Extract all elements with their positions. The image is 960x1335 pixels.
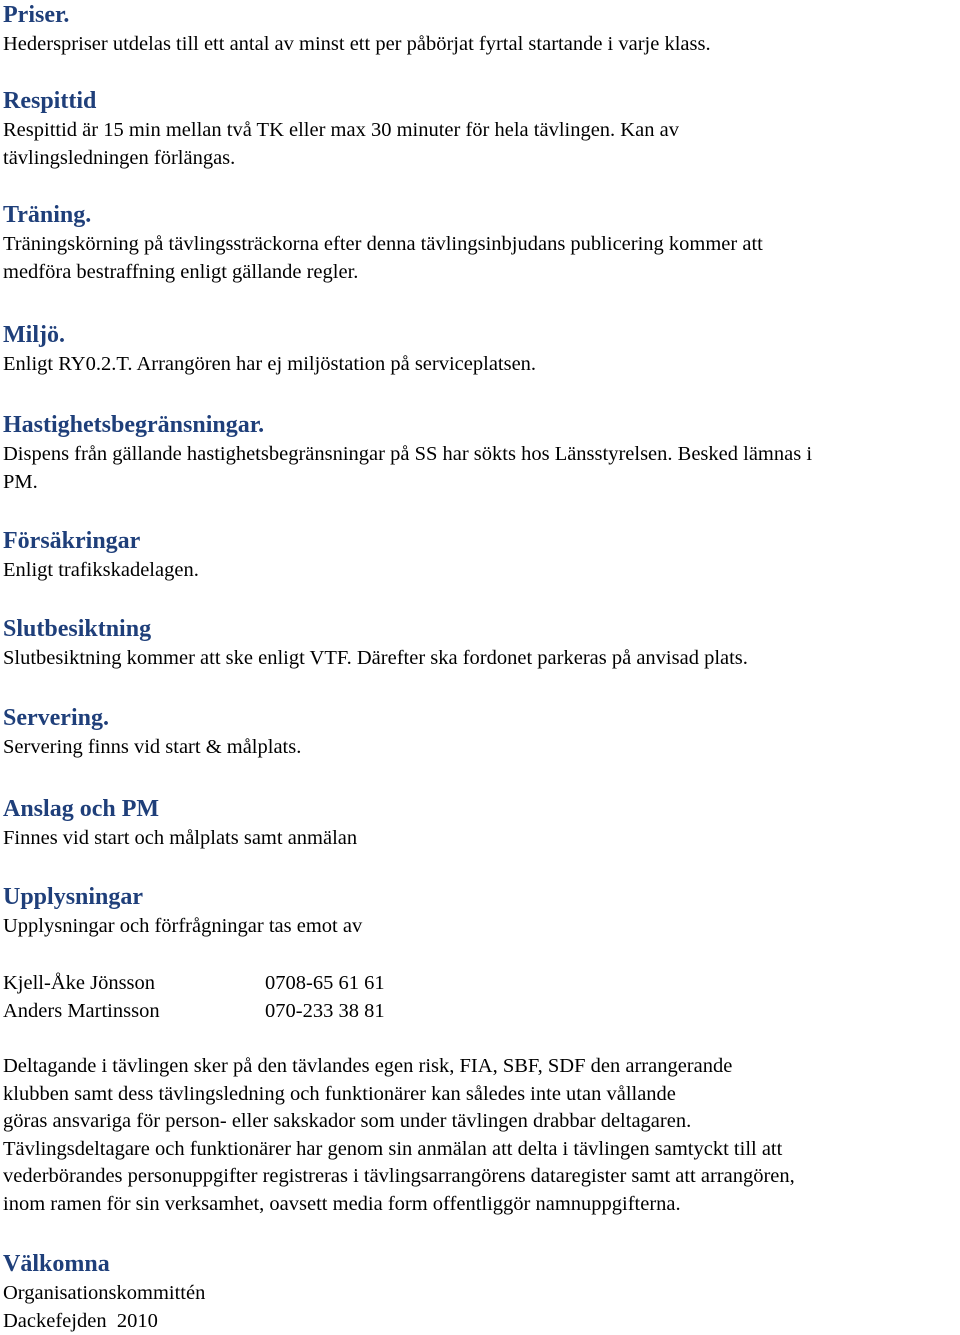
section-traning [3,200,763,286]
section-heading: Träning. [3,202,92,228]
section-body: Slutbesiktning kommer att ske enligt VTF. Därefter ska fordonet parkeras på anvisad plats. [3,647,748,669]
section-heading: Anslag och PM [3,796,159,822]
section-respittid [3,86,679,172]
disclaimer-paragraph: Deltagande i tävlingen sker på den tävlandes egen risk, FIA, SBF, SDF den arrangerande klubben samt dess tävlingsledning och funktionärer kan således inte utan vållande göras ansvariga för person- eller sakskador som under tävlingen drabbar deltagaren. Tävlingsdeltagare och funktionärer har genom sin anmälan att delta i tävlingen samtyckt till att vederbörandes personuppgifter registreras i tävlingsarrangörens dataregister samt att arrangören, inom ramen för sin verksamhet, oavsett media form offentliggör namnuppgifterna. [3,1055,795,1215]
section-body: Finnes vid start och målplats samt anmälan [3,827,358,849]
closing-heading: Välkomna [3,1251,110,1277]
section-heading: Miljö. [3,322,65,348]
section-body: Respittid är 15 min mellan två TK eller max 30 minuter för hela tävlingen. Kan av tävlingsledningen förlängas. [3,119,679,169]
contact-name: Anders Martinsson [3,1000,160,1022]
section-heading: Hastighetsbegränsningar. [3,412,265,438]
section-heading: Försäkringar [3,528,141,554]
signature-line: Dackefejden 2010 [3,1310,158,1332]
section-slutbesiktning [3,614,748,672]
section-body: Enligt RY0.2.T. Arrangören har ej miljöstation på serviceplatsen. [3,353,537,375]
section-body: Upplysningar och förfrågningar tas emot av [3,915,363,937]
section-miljo [3,320,536,378]
section-upplysningar [3,882,362,940]
section-body: Servering finns vid start & målplats. [3,736,302,758]
section-body: Enligt trafikskadelagen. [3,559,199,581]
signature-line: Organisationskommittén [3,1282,206,1304]
contact-name: Kjell-Åke Jönsson [3,972,156,994]
section-servering [3,703,301,761]
closing [3,1249,205,1335]
section-body: Dispens från gällande hastighetsbegränsningar på SS har sökts hos Länsstyrelsen. Besked lämnas i PM. [3,443,813,493]
section-hastighet [3,410,812,496]
section-body: Träningskörning på tävlingssträckorna efter denna tävlingsinbjudans publicering kommer att medföra bestraffning enligt gällande regler. [3,233,763,283]
section-anslag [3,794,357,852]
section-heading: Servering. [3,705,109,731]
contact-row [3,997,385,1025]
section-heading: Upplysningar [3,884,144,910]
section-forsakringar [3,526,199,584]
contact-phone: 0708-65 61 61 [265,972,385,994]
section-body: Hederspriser utdelas till ett antal av minst ett per påbörjat fyrtal startande i varje klass. [3,33,711,55]
contact-list [3,969,385,1025]
section-heading: Respittid [3,88,97,114]
contact-phone: 070-233 38 81 [265,1000,385,1022]
section-heading: Slutbesiktning [3,616,152,642]
contact-row [3,969,385,997]
section-heading: Priser. [3,2,70,28]
section-priser [3,0,711,58]
